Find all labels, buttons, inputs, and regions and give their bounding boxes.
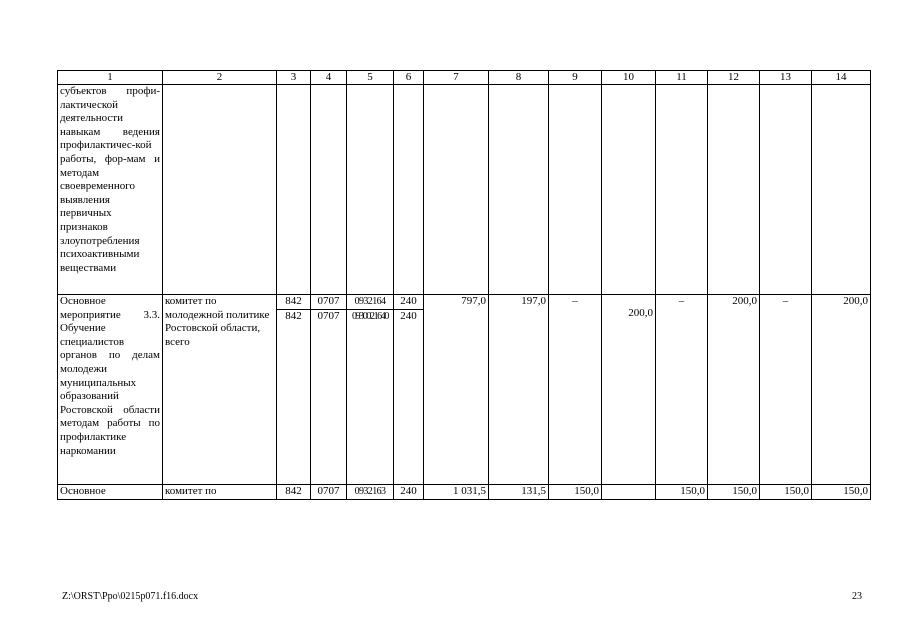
year-value: [602, 484, 656, 499]
grbs-code: 842: [277, 295, 311, 310]
target-code: 0932163: [347, 484, 394, 499]
expense-type-code: 240: [394, 484, 424, 499]
header-row: [58, 71, 871, 85]
header-cell: 7: [424, 71, 489, 85]
empty-cell: [311, 85, 347, 295]
year-value: –: [549, 295, 602, 485]
file-path: Z:\ORST\Ppo\0215p071.f16.docx: [62, 591, 199, 602]
grbs-code: 842: [277, 309, 311, 484]
section-code: 0707: [311, 295, 347, 310]
target-code: 0930021640: [347, 309, 394, 484]
year-value: 150,0: [708, 484, 760, 499]
target-code: 0932164: [347, 295, 394, 310]
empty-cell: [424, 85, 489, 295]
header-cell: 2: [163, 71, 277, 85]
table-row: [58, 295, 871, 310]
section-code: 0707: [311, 309, 347, 484]
total-value: 1 031,5: [424, 484, 489, 499]
empty-cell: [489, 85, 549, 295]
expense-type-code: 240: [394, 309, 424, 484]
row-description: субъектов профи-лактической деятельности навыкам ведения профилактичес-кой работы, фор-мам и методам своевременного выявления первичных признаков злоупотребления психоактивными веществами: [58, 85, 163, 295]
table-row: [58, 85, 871, 295]
year-value: –: [760, 295, 812, 485]
header-cell: 10: [602, 71, 656, 85]
executor-cell: комитет по молодежной политике Ростовской области, всего: [163, 295, 277, 485]
year-value: 197,0: [489, 295, 549, 485]
total-value: 797,0: [424, 295, 489, 485]
grbs-code: 842: [277, 484, 311, 499]
year-value: 200,0: [812, 295, 871, 485]
header-cell: 4: [311, 71, 347, 85]
page-number: 23: [852, 591, 862, 602]
empty-cell: [656, 85, 708, 295]
header-cell: 5: [347, 71, 394, 85]
empty-cell: [812, 85, 871, 295]
empty-cell: [708, 85, 760, 295]
year-value: 150,0: [812, 484, 871, 499]
empty-cell: [602, 85, 656, 295]
year-value: 200,0: [602, 295, 656, 485]
year-value: 131,5: [489, 484, 549, 499]
executor-cell: комитет по: [163, 484, 277, 499]
empty-cell: [549, 85, 602, 295]
row-description: Основное: [58, 484, 163, 499]
expense-type-code: 240: [394, 295, 424, 310]
year-value: –: [656, 295, 708, 485]
header-cell: 3: [277, 71, 311, 85]
year-value: 150,0: [760, 484, 812, 499]
section-code: 0707: [311, 484, 347, 499]
empty-cell: [347, 85, 394, 295]
empty-cell: [760, 85, 812, 295]
row-description: Основное мероприятие 3.3. Обучение специалистов органов по делам молодежи муниципальных образований Ростовской области методам работы по профилактике наркомании: [58, 295, 163, 485]
budget-table: [57, 70, 871, 500]
header-cell: 6: [394, 71, 424, 85]
year-value: 150,0: [656, 484, 708, 499]
header-cell: 14: [812, 71, 871, 85]
year-value: 150,0: [549, 484, 602, 499]
header-cell: 12: [708, 71, 760, 85]
table-row: [58, 484, 871, 499]
empty-cell: [394, 85, 424, 295]
header-cell: 8: [489, 71, 549, 85]
header-cell: 1: [58, 71, 163, 85]
year-value: 200,0: [708, 295, 760, 485]
empty-cell: [163, 85, 277, 295]
header-cell: 13: [760, 71, 812, 85]
empty-cell: [277, 85, 311, 295]
header-cell: 9: [549, 71, 602, 85]
header-cell: 11: [656, 71, 708, 85]
